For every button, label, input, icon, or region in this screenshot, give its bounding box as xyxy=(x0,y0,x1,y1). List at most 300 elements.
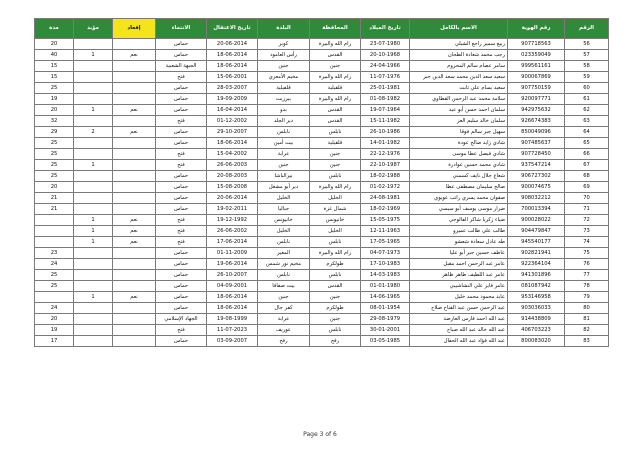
table-cell: 24 xyxy=(35,303,74,314)
table-cell xyxy=(113,204,156,215)
table-cell: 907750159 xyxy=(508,83,565,94)
table-row xyxy=(35,193,609,204)
table-cell xyxy=(74,116,113,127)
table-cell xyxy=(113,193,156,204)
table-cell: 1 xyxy=(74,237,113,248)
table-cell: 66 xyxy=(565,149,609,160)
table-cell: شادي فيصل عطا موسى xyxy=(410,149,508,160)
table-cell: 11-07-1976 xyxy=(361,72,410,83)
table-cell: 30-01-2001 xyxy=(361,325,410,336)
table-cell xyxy=(113,72,156,83)
table-cell: 29-10-2007 xyxy=(207,127,258,138)
table-cell: 25 xyxy=(35,171,74,182)
table-cell: 1 xyxy=(74,105,113,116)
table-cell xyxy=(74,281,113,292)
table-cell: الجبهة الشعبية xyxy=(156,61,207,72)
table-cell xyxy=(35,226,74,237)
table-cell: 14-03-1983 xyxy=(361,270,410,281)
table-cell: 800083020 xyxy=(508,336,565,347)
table-cell: نعم xyxy=(113,237,156,248)
table-cell: 11-07-2023 xyxy=(207,325,258,336)
table-cell: قلقيلية xyxy=(310,83,361,94)
table-cell: 70 xyxy=(565,193,609,204)
table-cell: 17-10-1983 xyxy=(361,259,410,270)
table-row xyxy=(35,138,609,149)
table-cell: 926674383 xyxy=(508,116,565,127)
table-cell: فتح xyxy=(156,116,207,127)
table-cell: عايد محمود محمد خليل xyxy=(410,292,508,303)
table-row xyxy=(35,72,609,83)
table-cell xyxy=(113,83,156,94)
table-cell: جنين xyxy=(258,292,310,303)
table-cell xyxy=(113,39,156,50)
table-cell: رام الله والبيرة xyxy=(310,248,361,259)
table-cell: نابلس xyxy=(310,171,361,182)
table-cell: فتح xyxy=(156,215,207,226)
table-cell xyxy=(113,259,156,270)
table-cell: القدس xyxy=(310,281,361,292)
table-cell: 19-12-1992 xyxy=(207,215,258,226)
table-cell: 15-05-1975 xyxy=(361,215,410,226)
table-cell: 1 xyxy=(74,226,113,237)
table-cell xyxy=(113,303,156,314)
table-cell: حماس xyxy=(156,259,207,270)
table-cell: فتح xyxy=(156,237,207,248)
table-cell: سعيد بسام علي ثابت xyxy=(410,83,508,94)
table-row xyxy=(35,39,609,50)
table-cell: نعم xyxy=(113,127,156,138)
table-cell: عامر فايز علي النشاشيبي xyxy=(410,281,508,292)
table-row xyxy=(35,94,609,105)
table-cell: نابلس xyxy=(258,127,310,138)
table-cell: حماس xyxy=(156,50,207,61)
table-cell: قلقيلية xyxy=(310,138,361,149)
table-cell: 18-06-2014 xyxy=(207,138,258,149)
table-cell: القدس xyxy=(310,50,361,61)
header-row xyxy=(35,19,609,39)
table-cell: 29-08-1979 xyxy=(361,314,410,325)
table-cell: رام الله والبيرة xyxy=(310,39,361,50)
table-cell: حماس xyxy=(156,83,207,94)
table-cell: 081087942 xyxy=(508,281,565,292)
table-row xyxy=(35,182,609,193)
table-cell: ربيع سمير راجع الشيلي xyxy=(410,39,508,50)
table-cell: نابلس xyxy=(310,325,361,336)
table-cell: 78 xyxy=(565,281,609,292)
table-cell xyxy=(35,215,74,226)
table-row xyxy=(35,314,609,325)
column-header: تاريخ الميلاد xyxy=(361,19,410,39)
table-cell: 18-02-1969 xyxy=(361,204,410,215)
table-cell: 23-07-1980 xyxy=(361,39,410,50)
table-header xyxy=(35,19,609,39)
table-cell: 20 xyxy=(35,105,74,116)
table-cell: حماس xyxy=(156,292,207,303)
table-cell: سلامة محمد عبد الرحمن القطاوي xyxy=(410,94,508,105)
table-cell xyxy=(113,61,156,72)
table-cell: 15-11-1982 xyxy=(361,116,410,127)
table-cell: حماس xyxy=(156,127,207,138)
column-header: مدة xyxy=(35,19,74,39)
table-cell: سهيل جبر سالم فوقا xyxy=(410,127,508,138)
table-cell: 03-05-1985 xyxy=(361,336,410,347)
table-cell: 19-06-2014 xyxy=(207,259,258,270)
table-cell: 81 xyxy=(565,314,609,325)
table-cell: 14-01-1982 xyxy=(361,138,410,149)
table-cell: 24-08-1981 xyxy=(361,193,410,204)
table-cell: 01-08-1982 xyxy=(361,94,410,105)
table-cell: 71 xyxy=(565,204,609,215)
table-cell xyxy=(74,61,113,72)
table-row xyxy=(35,325,609,336)
table-cell: 01-12-2002 xyxy=(207,116,258,127)
table-cell: 19 xyxy=(35,94,74,105)
table-cell: بدو xyxy=(258,105,310,116)
table-cell: الخليل xyxy=(310,193,361,204)
table-cell: رام الله والبيرة xyxy=(310,72,361,83)
column-header: الاسم بالكامل xyxy=(410,19,508,39)
table-cell: الجهاد الإسلامي xyxy=(156,314,207,325)
page-footer: Page 3 of 6 xyxy=(303,431,337,438)
table-cell: 17-05-1965 xyxy=(361,237,410,248)
table-row xyxy=(35,160,609,171)
table-cell: شمال غزة xyxy=(310,204,361,215)
column-header: الرقم xyxy=(565,19,609,39)
table-row xyxy=(35,127,609,138)
table-cell: 406703223 xyxy=(508,325,565,336)
table-cell: 15-04-2002 xyxy=(207,149,258,160)
table-cell: شادي زايد صالح عودة xyxy=(410,138,508,149)
table-cell: 28-03-2007 xyxy=(207,83,258,94)
table-row xyxy=(35,149,609,160)
table-cell: جنين xyxy=(258,160,310,171)
table-row xyxy=(35,336,609,347)
table-cell: حماس xyxy=(156,336,207,347)
table-cell: 03-09-2007 xyxy=(207,336,258,347)
table-cell: عبد الرحمن حسن عبد الفتاح صلاح xyxy=(410,303,508,314)
table-cell: نعم xyxy=(113,215,156,226)
table-cell: 18-06-2014 xyxy=(207,292,258,303)
table-cell: 26-06-2003 xyxy=(207,160,258,171)
table-cell: صفوان محمد يسري راتب عويوي xyxy=(410,193,508,204)
table-cell xyxy=(113,171,156,182)
table-cell: عبد الله فؤاد عبد الله الحفال xyxy=(410,336,508,347)
table-cell: شادي محمد حسين غوادرة xyxy=(410,160,508,171)
table-cell: 17 xyxy=(35,336,74,347)
table-cell: القدس xyxy=(310,116,361,127)
table-cell: 62 xyxy=(565,105,609,116)
table-cell: 18-06-2014 xyxy=(207,303,258,314)
table-cell: 20 xyxy=(35,39,74,50)
table-cell xyxy=(113,149,156,160)
table-cell: 900028022 xyxy=(508,215,565,226)
table-cell: بيرالباشا xyxy=(258,171,310,182)
table-cell: 72 xyxy=(565,215,609,226)
table-cell: 25 xyxy=(35,270,74,281)
table-cell: 900067869 xyxy=(508,72,565,83)
table-cell: نعم xyxy=(113,292,156,303)
table-cell: 999561161 xyxy=(508,61,565,72)
table-cell: عامر عبد الرحمن احمد مقبل xyxy=(410,259,508,270)
table-cell: حماس xyxy=(156,193,207,204)
table-cell: حماس xyxy=(156,138,207,149)
table-cell xyxy=(74,270,113,281)
table-cell: دير الجلد xyxy=(258,116,310,127)
table-cell xyxy=(74,39,113,50)
table-cell: 26-10-2007 xyxy=(207,270,258,281)
table-row xyxy=(35,83,609,94)
table-cell: 01-11-2009 xyxy=(207,248,258,259)
table-cell: 941301896 xyxy=(508,270,565,281)
table-cell: دير أبو مشعل xyxy=(258,182,310,193)
table-cell xyxy=(74,248,113,259)
table-cell: 25 xyxy=(35,281,74,292)
table-cell: رفح xyxy=(310,336,361,347)
table-cell: مخيم الأمعري xyxy=(258,72,310,83)
table-cell: حماس xyxy=(156,105,207,116)
table-cell: 15-06-2001 xyxy=(207,72,258,83)
table-cell: 22-10-1987 xyxy=(361,160,410,171)
table-cell: 83 xyxy=(565,336,609,347)
table-cell: 25 xyxy=(35,160,74,171)
table-cell: شعاع جلال نايف كسمني xyxy=(410,171,508,182)
table-cell: طالب علي طالب عميرو xyxy=(410,226,508,237)
table-cell: بيرزيت xyxy=(258,94,310,105)
table-cell: فتح xyxy=(156,72,207,83)
table-cell xyxy=(74,314,113,325)
table-row xyxy=(35,61,609,72)
table-cell xyxy=(113,182,156,193)
table-cell: 942975632 xyxy=(508,105,565,116)
table-cell: 25 xyxy=(35,83,74,94)
table-cell: 80 xyxy=(565,303,609,314)
table-cell: 40 xyxy=(35,50,74,61)
table-cell: 12-11-1963 xyxy=(361,226,410,237)
table-cell: 64 xyxy=(565,127,609,138)
table-cell: رام الله والبيرة xyxy=(310,94,361,105)
table-cell: فتح xyxy=(156,325,207,336)
table-cell xyxy=(74,303,113,314)
table-cell xyxy=(74,336,113,347)
table-row xyxy=(35,116,609,127)
table-cell: خانيونس xyxy=(258,215,310,226)
table-cell xyxy=(113,336,156,347)
table-cell xyxy=(113,116,156,127)
table-cell: 903036033 xyxy=(508,303,565,314)
table-cell: 58 xyxy=(565,61,609,72)
table-cell: 906727302 xyxy=(508,171,565,182)
table-cell: عبد الله احمد فارس العارضة xyxy=(410,314,508,325)
column-header: رقم الهوية xyxy=(508,19,565,39)
table-cell: 908032212 xyxy=(508,193,565,204)
table-cell: 04-09-2001 xyxy=(207,281,258,292)
table-cell: سامر عصام سالم المحروم xyxy=(410,61,508,72)
table-cell: 57 xyxy=(565,50,609,61)
column-header: إفعاد xyxy=(113,19,156,39)
table-row xyxy=(35,281,609,292)
table-cell: 20-06-2014 xyxy=(207,193,258,204)
table-cell: نابلس xyxy=(310,270,361,281)
table-cell xyxy=(74,149,113,160)
table-cell: 16-04-2014 xyxy=(207,105,258,116)
table-cell: بيت صفافا xyxy=(258,281,310,292)
table-cell xyxy=(113,94,156,105)
column-header: الانتماء xyxy=(156,19,207,39)
table-cell xyxy=(74,94,113,105)
table-cell: 59 xyxy=(565,72,609,83)
table-cell: 15 xyxy=(35,61,74,72)
table-cell: 08-01-1954 xyxy=(361,303,410,314)
table-cell: 21 xyxy=(35,193,74,204)
table-cell: 23 xyxy=(35,248,74,259)
table-cell xyxy=(35,292,74,303)
table-cell xyxy=(113,270,156,281)
table-cell: جنين xyxy=(310,149,361,160)
table-cell: 945540177 xyxy=(508,237,565,248)
table-cell: 04-07-1973 xyxy=(361,248,410,259)
table-cell xyxy=(74,182,113,193)
table-cell: 20-08-2003 xyxy=(207,171,258,182)
table-row xyxy=(35,226,609,237)
table-cell: 907728450 xyxy=(508,149,565,160)
table-cell: 023359049 xyxy=(508,50,565,61)
table-cell: 700013394 xyxy=(508,204,565,215)
table-cell: ضرار موسى يوسف أبو سيسي xyxy=(410,204,508,215)
table-row xyxy=(35,204,609,215)
table-cell: 73 xyxy=(565,226,609,237)
table-cell: 69 xyxy=(565,182,609,193)
table-cell: 82 xyxy=(565,325,609,336)
table-cell: 24-04-1966 xyxy=(361,61,410,72)
table-row xyxy=(35,215,609,226)
table-cell: 20-10-1968 xyxy=(361,50,410,61)
table-cell: 20 xyxy=(35,314,74,325)
table-cell: 77 xyxy=(565,270,609,281)
table-cell: ضياء زكريا شاكر الفالوجي xyxy=(410,215,508,226)
table-cell: 60 xyxy=(565,83,609,94)
table-row xyxy=(35,270,609,281)
table-body xyxy=(35,39,609,347)
table-cell: 65 xyxy=(565,138,609,149)
table-cell: 14-06-1965 xyxy=(361,292,410,303)
table-cell: 19-09-2009 xyxy=(207,94,258,105)
table-cell: فتح xyxy=(156,149,207,160)
table-cell: فتح xyxy=(156,160,207,171)
table-cell: بيت أمين xyxy=(258,138,310,149)
prisoner-table xyxy=(34,18,609,347)
table-cell: 922364104 xyxy=(508,259,565,270)
table-cell: نعم xyxy=(113,226,156,237)
table-cell: عبد الله خالد عبد الله صباح xyxy=(410,325,508,336)
table-row xyxy=(35,171,609,182)
table-cell: 01-02-1972 xyxy=(361,182,410,193)
table-cell: 1 xyxy=(74,160,113,171)
table-cell: 15-08-2008 xyxy=(207,182,258,193)
table-cell: 22-12-1976 xyxy=(361,149,410,160)
table-cell: 25 xyxy=(35,149,74,160)
table-cell: 18-06-2014 xyxy=(207,50,258,61)
table-row xyxy=(35,50,609,61)
table-cell: سلمان احمد حسن أبو عيد xyxy=(410,105,508,116)
table-cell xyxy=(113,281,156,292)
table-cell: 32 xyxy=(35,116,74,127)
table-row xyxy=(35,248,609,259)
table-cell: سلمان خالد سليم العز xyxy=(410,116,508,127)
table-cell xyxy=(74,325,113,336)
table-cell: 56 xyxy=(565,39,609,50)
column-header: البلدة xyxy=(258,19,310,39)
table-cell: 850049096 xyxy=(508,127,565,138)
table-cell: حماس xyxy=(156,94,207,105)
table-cell: حماس xyxy=(156,171,207,182)
table-cell: حماس xyxy=(156,281,207,292)
table-cell: رأس العامود xyxy=(258,50,310,61)
table-cell: 76 xyxy=(565,259,609,270)
table-cell: جنين xyxy=(310,61,361,72)
table-cell: صالح سليمان مصطفى عطا xyxy=(410,182,508,193)
table-cell xyxy=(113,138,156,149)
table-cell xyxy=(74,72,113,83)
table-cell: نعم xyxy=(113,50,156,61)
table-cell: حماس xyxy=(156,248,207,259)
table-cell: طه عادل سعادة شعشو xyxy=(410,237,508,248)
table-cell: رفح xyxy=(258,336,310,347)
table-cell: طولكرم xyxy=(310,259,361,270)
table-cell: 20-06-2014 xyxy=(207,39,258,50)
table-cell: 19-08-1999 xyxy=(207,314,258,325)
table-cell: 61 xyxy=(565,94,609,105)
table-cell: 2 xyxy=(74,127,113,138)
table-cell: 21 xyxy=(35,204,74,215)
table-cell: 18-02-1988 xyxy=(361,171,410,182)
table-cell: 29 xyxy=(35,127,74,138)
table-cell: 1 xyxy=(74,292,113,303)
table-cell: 953146958 xyxy=(508,292,565,303)
table-cell xyxy=(74,138,113,149)
table-cell: الخليل xyxy=(258,193,310,204)
table-cell: 18-06-2014 xyxy=(207,61,258,72)
table-cell: جباليا xyxy=(258,204,310,215)
table-cell: عاطف حسين جبر أبو عليا xyxy=(410,248,508,259)
table-cell: نعم xyxy=(113,105,156,116)
table-cell: كوبر xyxy=(258,39,310,50)
table-cell: رام الله والبيرة xyxy=(310,182,361,193)
table-cell: 26-06-2002 xyxy=(207,226,258,237)
table-cell: 25 xyxy=(35,138,74,149)
table-cell xyxy=(113,314,156,325)
table-cell: 937547214 xyxy=(508,160,565,171)
table-cell xyxy=(74,259,113,270)
table-cell: 914438809 xyxy=(508,314,565,325)
table-cell: نابلس xyxy=(310,237,361,248)
table-cell: القدس xyxy=(310,105,361,116)
table-cell: مخيم نور شمس xyxy=(258,259,310,270)
table-cell xyxy=(74,171,113,182)
table-cell: 920097771 xyxy=(508,94,565,105)
table-cell xyxy=(74,204,113,215)
table-cell: 902821941 xyxy=(508,248,565,259)
table-cell: جنين xyxy=(310,160,361,171)
table-cell: جنين xyxy=(310,314,361,325)
column-header: مؤبد xyxy=(74,19,113,39)
table-cell xyxy=(35,237,74,248)
table-cell: طولكرم xyxy=(310,303,361,314)
table-row xyxy=(35,292,609,303)
table-cell: 17-06-2014 xyxy=(207,237,258,248)
table-cell: نابلس xyxy=(258,270,310,281)
table-cell xyxy=(74,193,113,204)
column-header: المحافظة xyxy=(310,19,361,39)
